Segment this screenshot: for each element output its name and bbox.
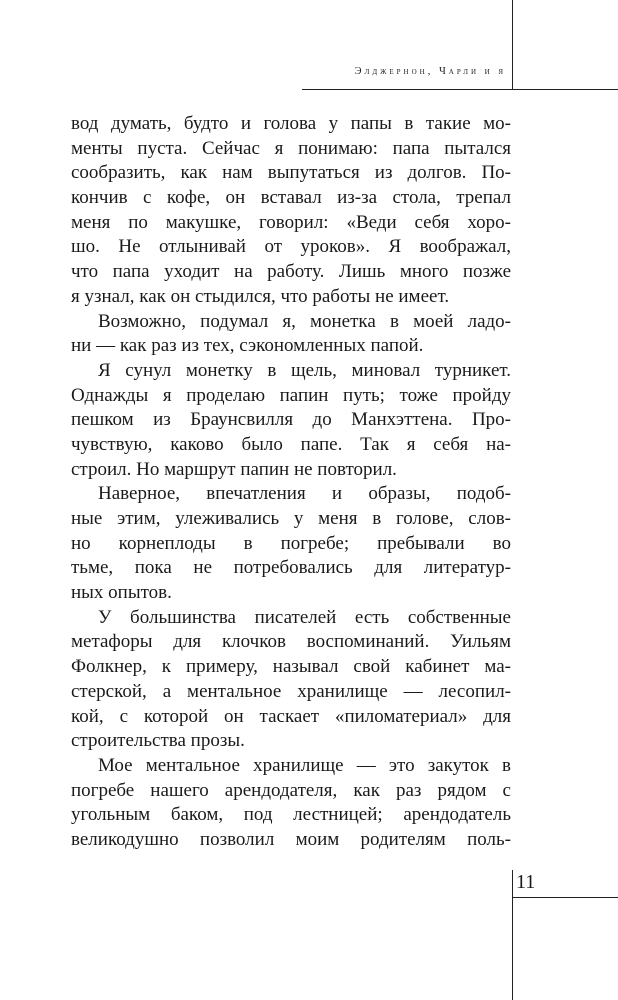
text-line: строительства прозы.: [71, 730, 245, 752]
text-line: Фолкнер, к примеру, называл свой кабинет ма-: [71, 656, 511, 678]
paragraph-first-line: Возможно, подумал я, монетка в моей ладо-: [98, 310, 511, 332]
header-rule: [302, 89, 618, 90]
page-number: 11: [516, 871, 536, 893]
text-line: сообразить, как нам выпутаться из долгов. По-: [71, 162, 511, 184]
text-line: кончив с кофе, он вставал из-за стола, трепал: [71, 187, 511, 209]
text-line: шо. Не отлынивай от уроков». Я воображал,: [71, 236, 511, 258]
text-line: я узнал, как он стыдился, что работы не имеет.: [71, 285, 450, 307]
paragraph-first-line: Мое ментальное хранилище — это закуток в: [98, 754, 511, 776]
text-line: метафоры для клочков воспоминаний. Уильям: [71, 631, 511, 653]
text-line: Однажды я проделаю папин путь; тоже пройду: [71, 384, 511, 406]
running-head: Элджернон, Чарли и я: [354, 66, 506, 77]
text-line: что папа уходит на работу. Лишь много позже: [71, 261, 511, 283]
text-line: погребе нашего арендодателя, как раз рядом с: [71, 779, 511, 801]
paragraph-first-line: Я сунул монетку в щель, миновал турникет.: [98, 359, 511, 381]
text-line: угольным баком, под лестницей; арендодатель: [71, 804, 511, 826]
text-line: великодушно позволил моим родителям поль-: [71, 828, 511, 850]
text-line: меня по макушке, говорил: «Веди себя хоро-: [71, 211, 511, 233]
text-line: строил. Но маршрут папин не повторил.: [71, 458, 397, 480]
text-line: менты пуста. Сейчас я понимаю: папа пытался: [71, 137, 511, 159]
text-line: ные этим, улеживались у меня в голове, слов-: [71, 508, 511, 529]
text-line: ных опытов.: [71, 582, 172, 604]
bottom-frame-vertical-rule: [512, 870, 513, 1000]
text-line: но корнеплоды в погребе; пребывали во: [71, 532, 511, 554]
text-line: ни — как раз из тех, сэкономленных папой.: [71, 335, 424, 357]
text-line: тьме, пока не потребовались для литератур-: [71, 557, 511, 579]
paragraph-first-line: Наверное, впечатления и образы, подоб-: [98, 483, 511, 505]
text-line: кой, с которой он таскает «пиломатериал» для: [71, 705, 511, 727]
text-line: пешком из Браунсвилля до Манхэттена. Про-: [71, 409, 511, 431]
text-line: чувствую, каково было папе. Так я себя на-: [71, 433, 511, 455]
footer-rule: [512, 897, 618, 898]
paragraph-first-line: У большинства писателей есть собственные: [98, 606, 511, 628]
top-frame-vertical-rule: [512, 0, 513, 90]
text-line: стерской, а ментальное хранилище — лесопил-: [71, 680, 511, 702]
body-text: [71, 112, 511, 853]
text-line: вод думать, будто и голова у папы в такие мо-: [71, 113, 511, 134]
